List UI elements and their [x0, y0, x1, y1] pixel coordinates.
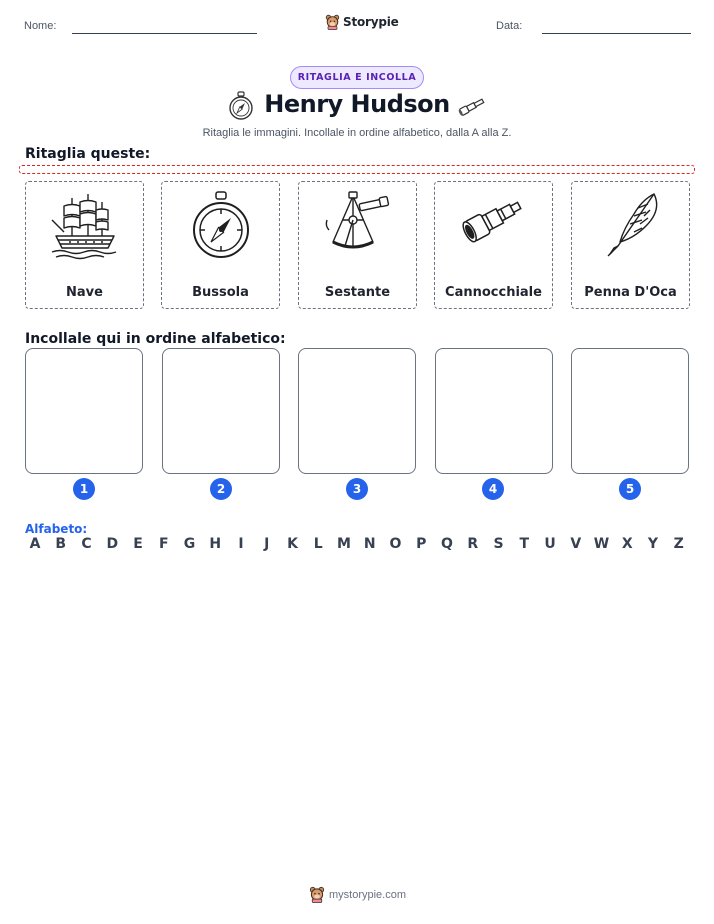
card-label: Sestante	[324, 285, 391, 300]
activity-badge: RITAGLIA E INCOLLA	[290, 66, 424, 89]
cut-line	[19, 165, 695, 174]
alphabet-letter: F	[158, 536, 169, 552]
alphabet-row	[25, 536, 689, 552]
number-badge-1: 1	[73, 478, 95, 500]
compass-icon	[186, 190, 256, 262]
alphabet-letter: A	[29, 536, 41, 552]
alphabet-letter: U	[544, 536, 556, 552]
cut-card-bussola[interactable]	[161, 181, 280, 309]
paste-heading: Incollale qui in ordine alfabetico:	[25, 331, 286, 347]
date-label: Data:	[496, 20, 523, 32]
alphabet-heading: Alfabeto:	[25, 522, 88, 536]
sextant-icon	[323, 190, 393, 260]
paste-box-1[interactable]	[25, 348, 143, 474]
name-line[interactable]	[72, 33, 257, 34]
ship-icon	[50, 190, 120, 260]
instructions: Ritaglia le immagini. Incollale in ordine alfabetico, dalla A alla Z.	[202, 127, 512, 139]
alphabet-letter: I	[238, 536, 244, 552]
alphabet-letter: R	[467, 536, 479, 552]
brand-logo	[325, 14, 399, 30]
cut-card-cannocchiale[interactable]	[434, 181, 553, 309]
alphabet-letter: K	[287, 536, 298, 552]
alphabet-letter: T	[519, 536, 530, 552]
paste-box-5[interactable]	[571, 348, 689, 474]
number-badge-5: 5	[619, 478, 641, 500]
spyglass-icon	[456, 95, 488, 117]
alphabet-letter: M	[337, 536, 351, 552]
footer-site: mystorypie.com	[329, 888, 407, 901]
bear-icon	[309, 886, 325, 903]
paste-box-4[interactable]	[435, 348, 553, 474]
alphabet-letter: D	[106, 536, 119, 552]
paste-box-3[interactable]	[298, 348, 416, 474]
alphabet-letter: J	[264, 536, 270, 552]
alphabet-letter: X	[621, 536, 633, 552]
alphabet-letter: W	[593, 536, 610, 552]
alphabet-letter: P	[416, 536, 427, 552]
page-title: Henry Hudson	[264, 90, 450, 118]
cut-card-sestante[interactable]	[298, 181, 417, 309]
spyglass-icon	[459, 190, 529, 260]
alphabet-letter: L	[313, 536, 323, 552]
name-label: Nome:	[24, 20, 57, 32]
number-badge-2: 2	[210, 478, 232, 500]
cut-heading: Ritaglia queste:	[25, 146, 151, 162]
alphabet-letter: O	[389, 536, 402, 552]
number-badge-4: 4	[482, 478, 504, 500]
alphabet-letter: H	[209, 536, 222, 552]
card-label: Cannocchiale	[445, 285, 542, 300]
card-label: Bussola	[192, 285, 249, 300]
alphabet-letter: C	[81, 536, 92, 552]
alphabet-letter: E	[133, 536, 143, 552]
alphabet-letter: Y	[647, 536, 659, 552]
alphabet-letter: Z	[673, 536, 684, 552]
alphabet-letter: B	[55, 536, 67, 552]
compass-icon	[228, 91, 254, 121]
cut-card-nave[interactable]	[25, 181, 144, 309]
footer	[309, 886, 406, 903]
alphabet-letter: G	[183, 536, 196, 552]
quill-icon	[596, 190, 666, 260]
date-line[interactable]	[542, 33, 691, 34]
alphabet-letter: Q	[441, 536, 453, 552]
alphabet-letter: V	[570, 536, 582, 552]
cut-card-penna-doca[interactable]	[571, 181, 690, 309]
number-badge-3: 3	[346, 478, 368, 500]
alphabet-letter: N	[363, 536, 376, 552]
bear-icon	[325, 14, 340, 30]
card-label: Penna D'Oca	[584, 285, 677, 300]
alphabet-letter: S	[493, 536, 504, 552]
brand-name: Storypie	[343, 15, 399, 29]
card-label: Nave	[66, 285, 103, 300]
paste-box-2[interactable]	[162, 348, 280, 474]
